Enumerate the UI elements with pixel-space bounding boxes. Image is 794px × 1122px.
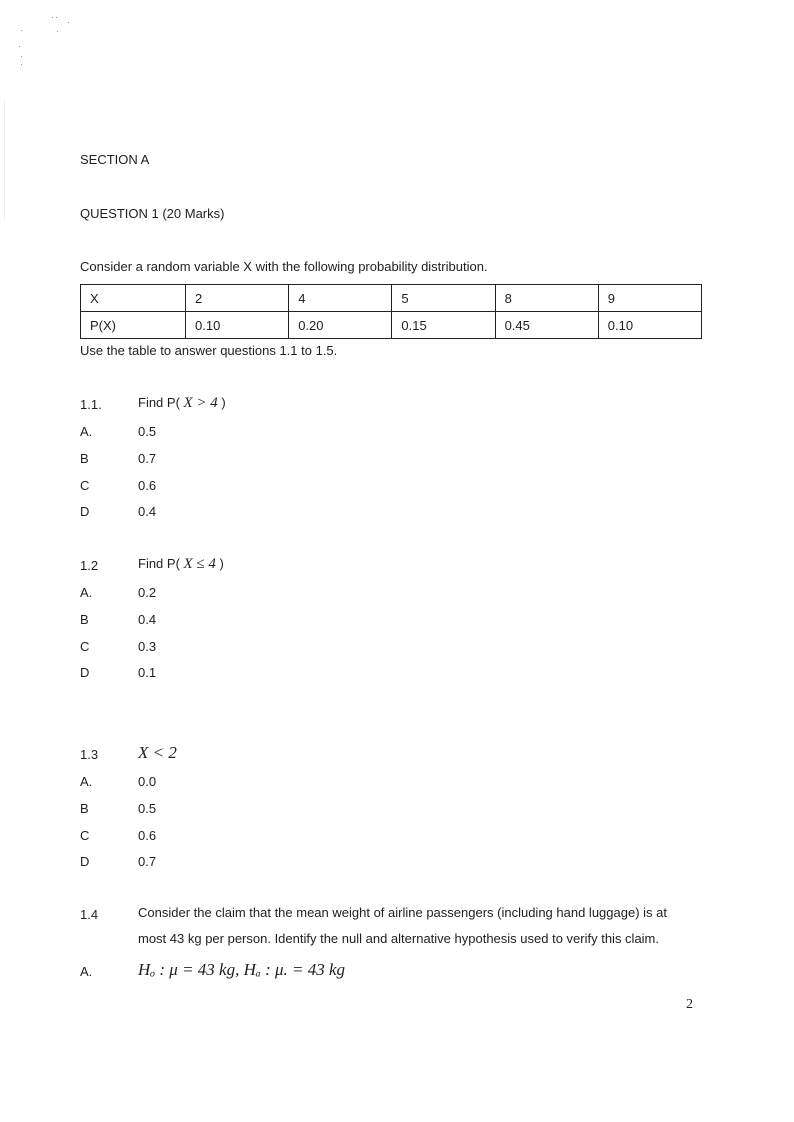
table-cell: 5 xyxy=(392,285,495,312)
prompt-prefix: Find P( xyxy=(138,395,184,410)
question-prompt xyxy=(138,556,224,573)
table-cell: 0.20 xyxy=(289,312,392,339)
question-prompt xyxy=(138,900,698,952)
table-row xyxy=(81,312,702,339)
probability-distribution-table xyxy=(80,284,702,339)
math-expression: X > 4 xyxy=(183,395,218,411)
table-cell: 0.10 xyxy=(598,312,701,339)
scan-speck xyxy=(19,46,20,47)
prompt-suffix: ) xyxy=(215,556,224,571)
math-expression: Hₒ : μ = 43 kg, Hₐ : μ. = 43 kg xyxy=(138,960,346,979)
option-value: 0.7 xyxy=(138,451,157,466)
option-letter: D xyxy=(80,504,90,519)
table-cell: 8 xyxy=(495,285,598,312)
math-expression: X ≤ 4 xyxy=(183,556,216,572)
option-value: 0.3 xyxy=(138,639,157,654)
question-number: 1.3 xyxy=(80,747,99,762)
question-line: most 43 kg per person. Identify the null and alternative hypothesis used to verify this claim. xyxy=(138,931,659,946)
question-line: Consider the claim that the mean weight of airline passengers (including hand luggage) is at xyxy=(138,905,667,920)
option-letter: C xyxy=(80,478,90,493)
option-value: 0.7 xyxy=(138,854,157,869)
table-cell: 2 xyxy=(186,285,289,312)
scan-speck xyxy=(21,56,22,57)
option-letter: C xyxy=(80,639,90,654)
intro-text: Consider a random variable X with the following probability distribution. xyxy=(80,259,488,274)
option-letter: B xyxy=(80,801,89,816)
table-row xyxy=(81,285,702,312)
table-note: Use the table to answer questions 1.1 to 1.5. xyxy=(80,343,338,358)
question-prompt xyxy=(138,743,177,763)
scan-speck xyxy=(21,30,22,31)
option-value: 0.6 xyxy=(138,828,157,843)
option-value: 0.0 xyxy=(138,774,157,789)
table-cell: P(X) xyxy=(81,312,186,339)
table-cell: 0.45 xyxy=(495,312,598,339)
question-title: QUESTION 1 (20 Marks) xyxy=(80,206,225,221)
prompt-suffix: ) xyxy=(217,395,226,410)
scan-speck xyxy=(21,64,22,65)
option-letter: A. xyxy=(80,585,93,600)
scan-speck xyxy=(57,31,58,32)
option-value xyxy=(138,960,345,980)
math-expression: X < 2 xyxy=(138,743,177,762)
option-letter: D xyxy=(80,665,90,680)
option-value: 0.4 xyxy=(138,612,157,627)
table-cell: 0.15 xyxy=(392,312,495,339)
option-value: 0.6 xyxy=(138,478,157,493)
table-cell: 4 xyxy=(289,285,392,312)
option-value: 0.4 xyxy=(138,504,157,519)
option-letter: D xyxy=(80,854,90,869)
option-value: 0.5 xyxy=(138,424,157,439)
question-number: 1.1. xyxy=(80,397,102,412)
option-value: 0.1 xyxy=(138,665,157,680)
option-letter: B xyxy=(80,451,89,466)
option-letter: A. xyxy=(80,774,93,789)
option-letter: A. xyxy=(80,424,93,439)
option-value: 0.5 xyxy=(138,801,157,816)
scan-speck xyxy=(52,17,53,18)
option-value: 0.2 xyxy=(138,585,157,600)
prompt-prefix: Find P( xyxy=(138,556,184,571)
scan-edge-line xyxy=(4,100,5,220)
scan-speck xyxy=(56,17,57,18)
question-number: 1.2 xyxy=(80,558,99,573)
page-number: 2 xyxy=(686,997,693,1012)
question-prompt xyxy=(138,395,226,412)
section-title: SECTION A xyxy=(80,152,150,167)
question-number: 1.4 xyxy=(80,907,99,922)
table-cell: 0.10 xyxy=(186,312,289,339)
table-cell: 9 xyxy=(598,285,701,312)
option-letter: C xyxy=(80,828,90,843)
option-letter: B xyxy=(80,612,89,627)
scan-speck xyxy=(68,22,69,23)
option-letter: A. xyxy=(80,964,93,979)
table-cell: X xyxy=(81,285,186,312)
